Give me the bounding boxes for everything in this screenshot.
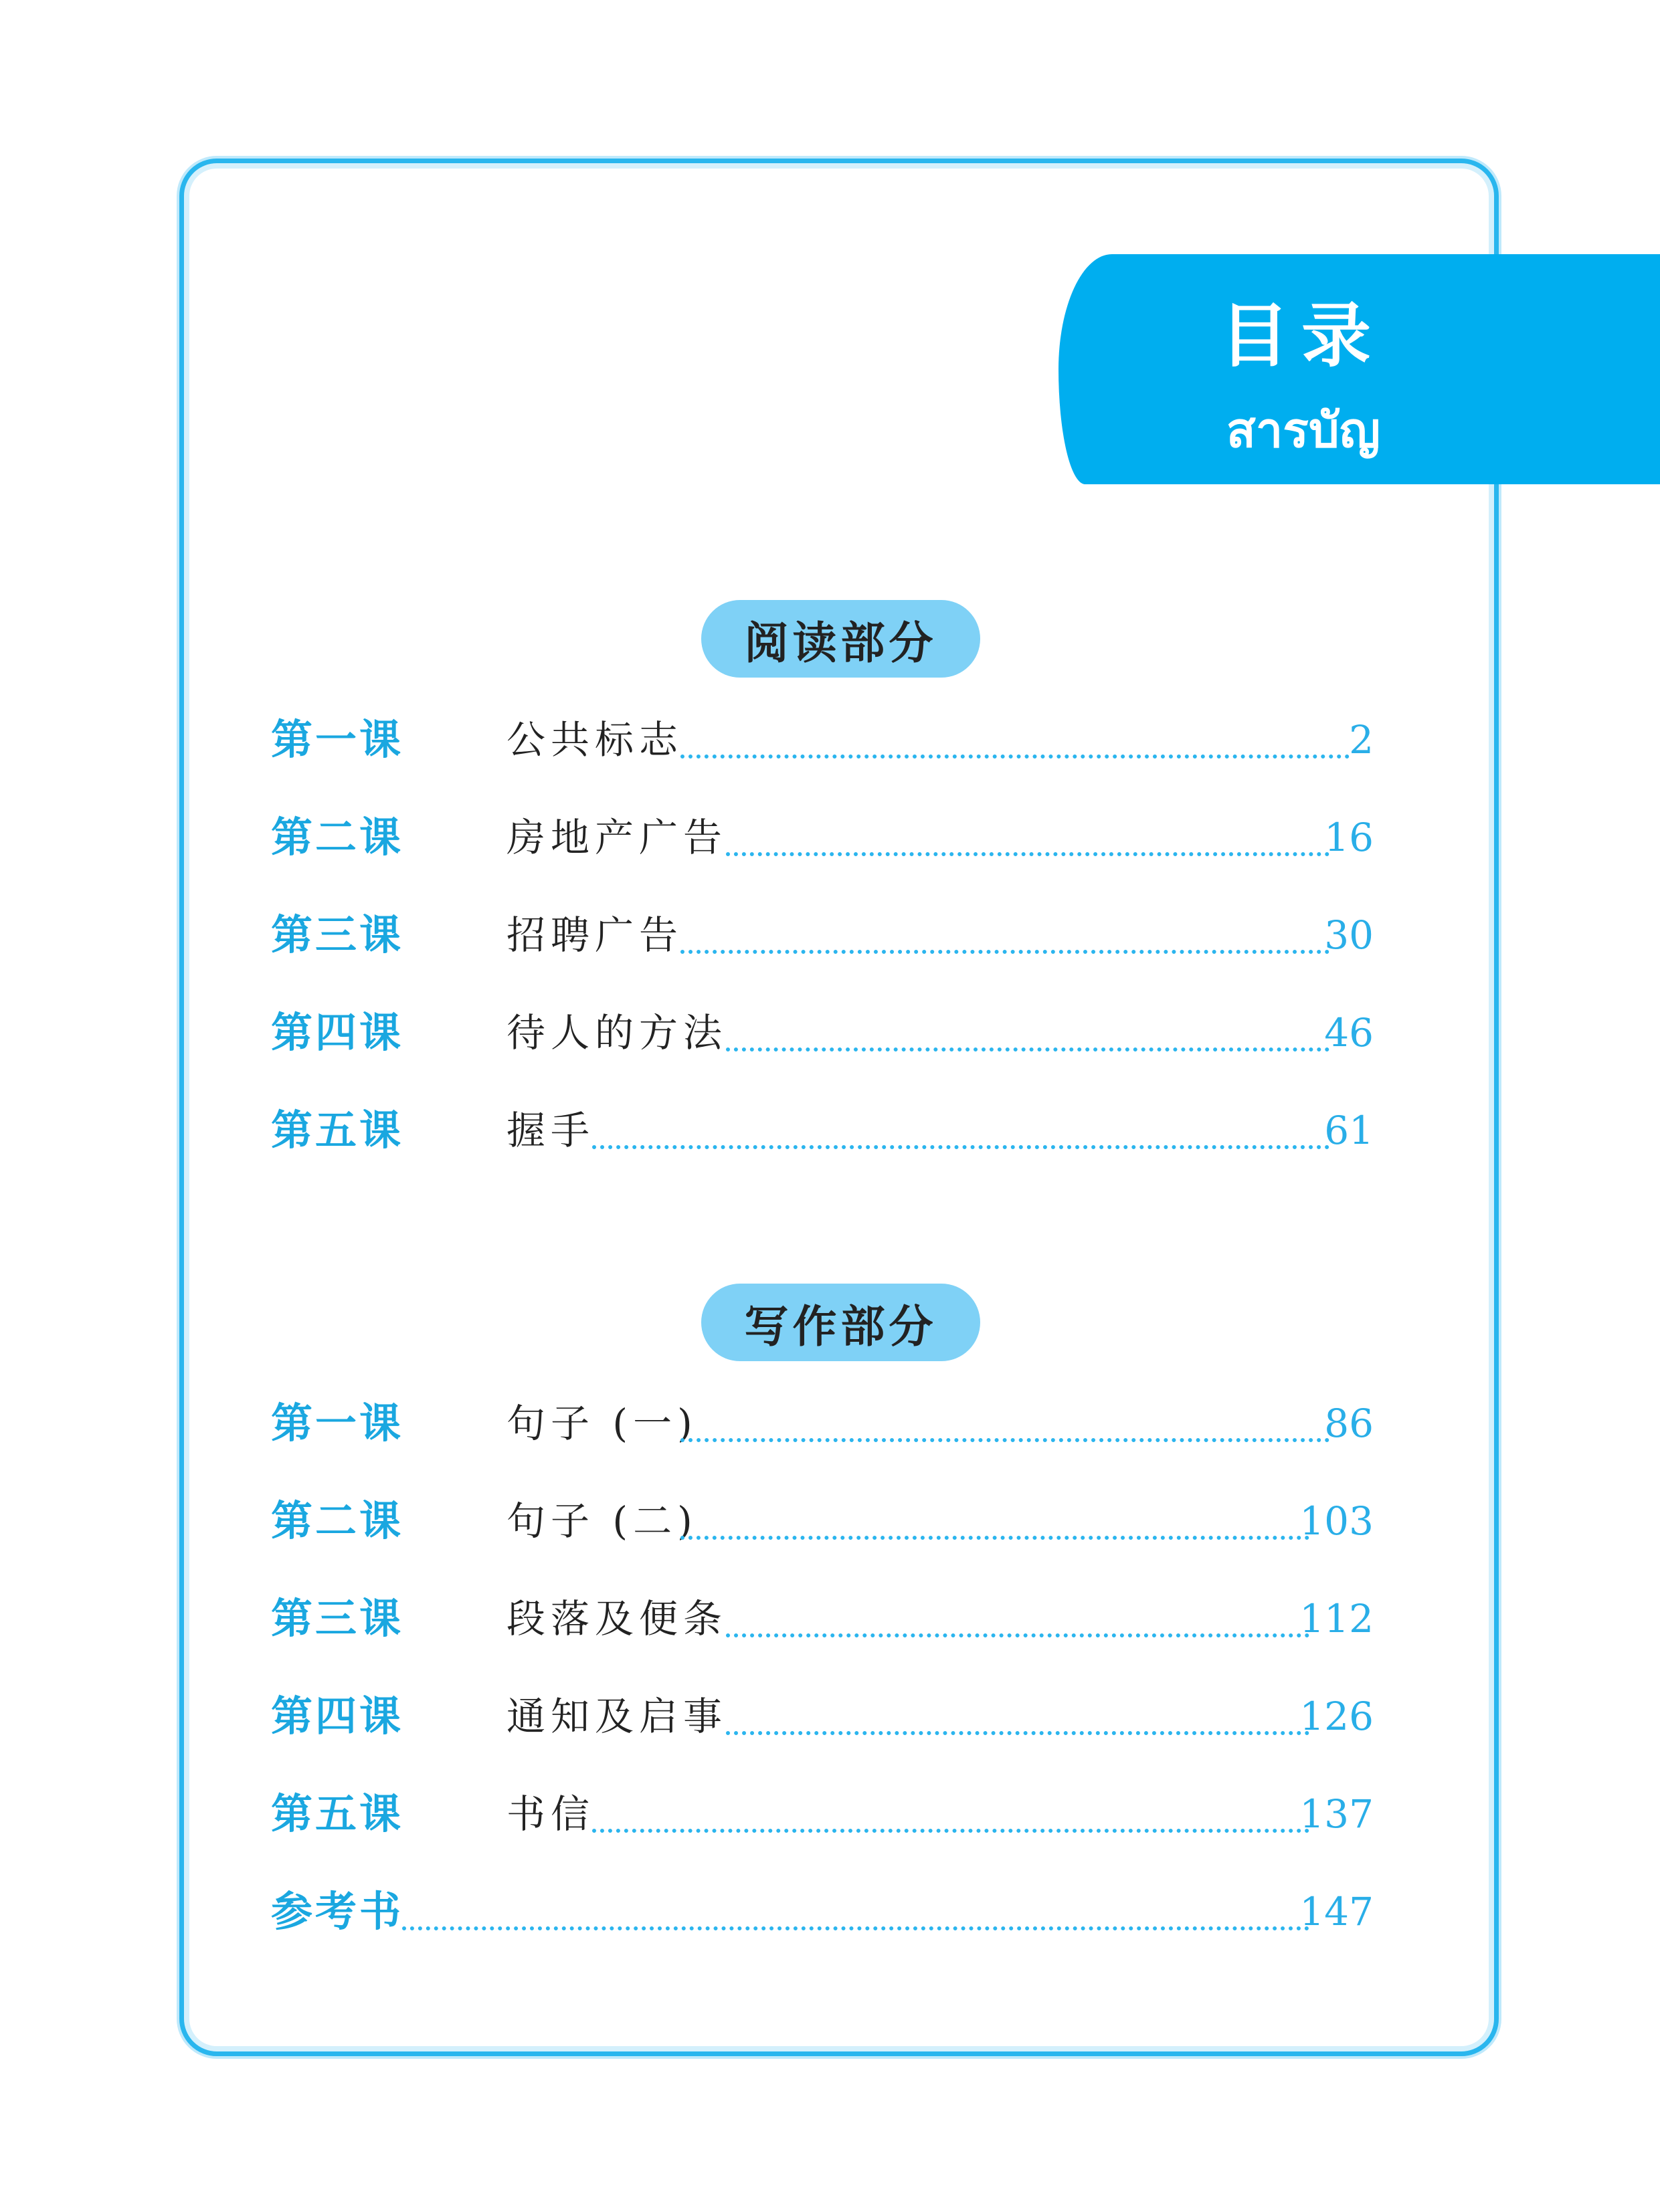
dot-leader [726, 1731, 1309, 1735]
toc-entry[interactable] [271, 1006, 1374, 1060]
page-number: 61 [1324, 1108, 1374, 1153]
dot-leader [680, 1438, 1329, 1442]
page-number: 137 [1299, 1791, 1374, 1837]
entry-title: 公共标志 [506, 717, 684, 763]
page-number: 16 [1324, 815, 1374, 860]
page-number: 30 [1324, 912, 1374, 958]
entry-title: 段落及便条 [506, 1596, 728, 1641]
lesson-label: 第二课 [271, 813, 404, 862]
page-number: 112 [1299, 1596, 1374, 1641]
dot-leader [726, 852, 1329, 856]
entry-title: 房地产广告 [506, 815, 728, 860]
reference-label: 参考书 [271, 1887, 404, 1936]
entry-title: 句子 (二) [506, 1498, 698, 1544]
entry-title: 句子 (一) [506, 1401, 698, 1446]
entry-title: 招聘广告 [506, 912, 684, 958]
dot-leader [680, 1536, 1309, 1540]
page-number: 126 [1299, 1694, 1374, 1739]
page-number: 147 [1299, 1889, 1374, 1934]
page-number: 2 [1349, 717, 1374, 763]
toc-entry[interactable] [271, 1787, 1374, 1841]
dot-leader [680, 755, 1350, 759]
toc-entry[interactable] [271, 713, 1374, 767]
toc-entry[interactable] [271, 811, 1374, 864]
lesson-label: 第五课 [271, 1789, 404, 1838]
lesson-label: 第四课 [271, 1692, 404, 1740]
lesson-label: 第五课 [271, 1106, 404, 1154]
toc-entry[interactable] [271, 1690, 1374, 1743]
dot-leader [402, 1926, 1309, 1930]
entry-title: 握手 [506, 1108, 595, 1153]
page-number: 86 [1324, 1401, 1374, 1446]
dot-leader [726, 1047, 1329, 1051]
dot-leader [680, 950, 1329, 954]
dot-leader [592, 1829, 1309, 1833]
toc-entry[interactable] [271, 1494, 1374, 1548]
toc-entry[interactable] [271, 908, 1374, 962]
page-number: 103 [1299, 1498, 1374, 1544]
page-title: 目录 [1219, 295, 1383, 377]
page-title-thai: สารบัญ [1226, 402, 1380, 458]
entry-title: 待人的方法 [506, 1010, 728, 1055]
lesson-label: 第三课 [271, 1594, 404, 1643]
lesson-label: 第四课 [271, 1008, 404, 1057]
entry-title: 书信 [506, 1791, 595, 1837]
lesson-label: 第一课 [271, 1399, 404, 1447]
section-heading-reading: 阅读部分 [701, 600, 980, 678]
toc-entry[interactable] [271, 1397, 1374, 1450]
toc-entry-reference[interactable] [271, 1885, 1374, 1938]
section-heading-writing: 写作部分 [701, 1284, 980, 1361]
entry-title: 通知及启事 [506, 1694, 728, 1739]
toc-entry[interactable] [271, 1104, 1374, 1157]
lesson-label: 第二课 [271, 1496, 404, 1545]
dot-leader [726, 1633, 1309, 1637]
lesson-label: 第三课 [271, 910, 404, 959]
page-number: 46 [1324, 1010, 1374, 1055]
lesson-label: 第一课 [271, 715, 404, 764]
dot-leader [592, 1145, 1329, 1149]
toc-entry[interactable] [271, 1592, 1374, 1645]
